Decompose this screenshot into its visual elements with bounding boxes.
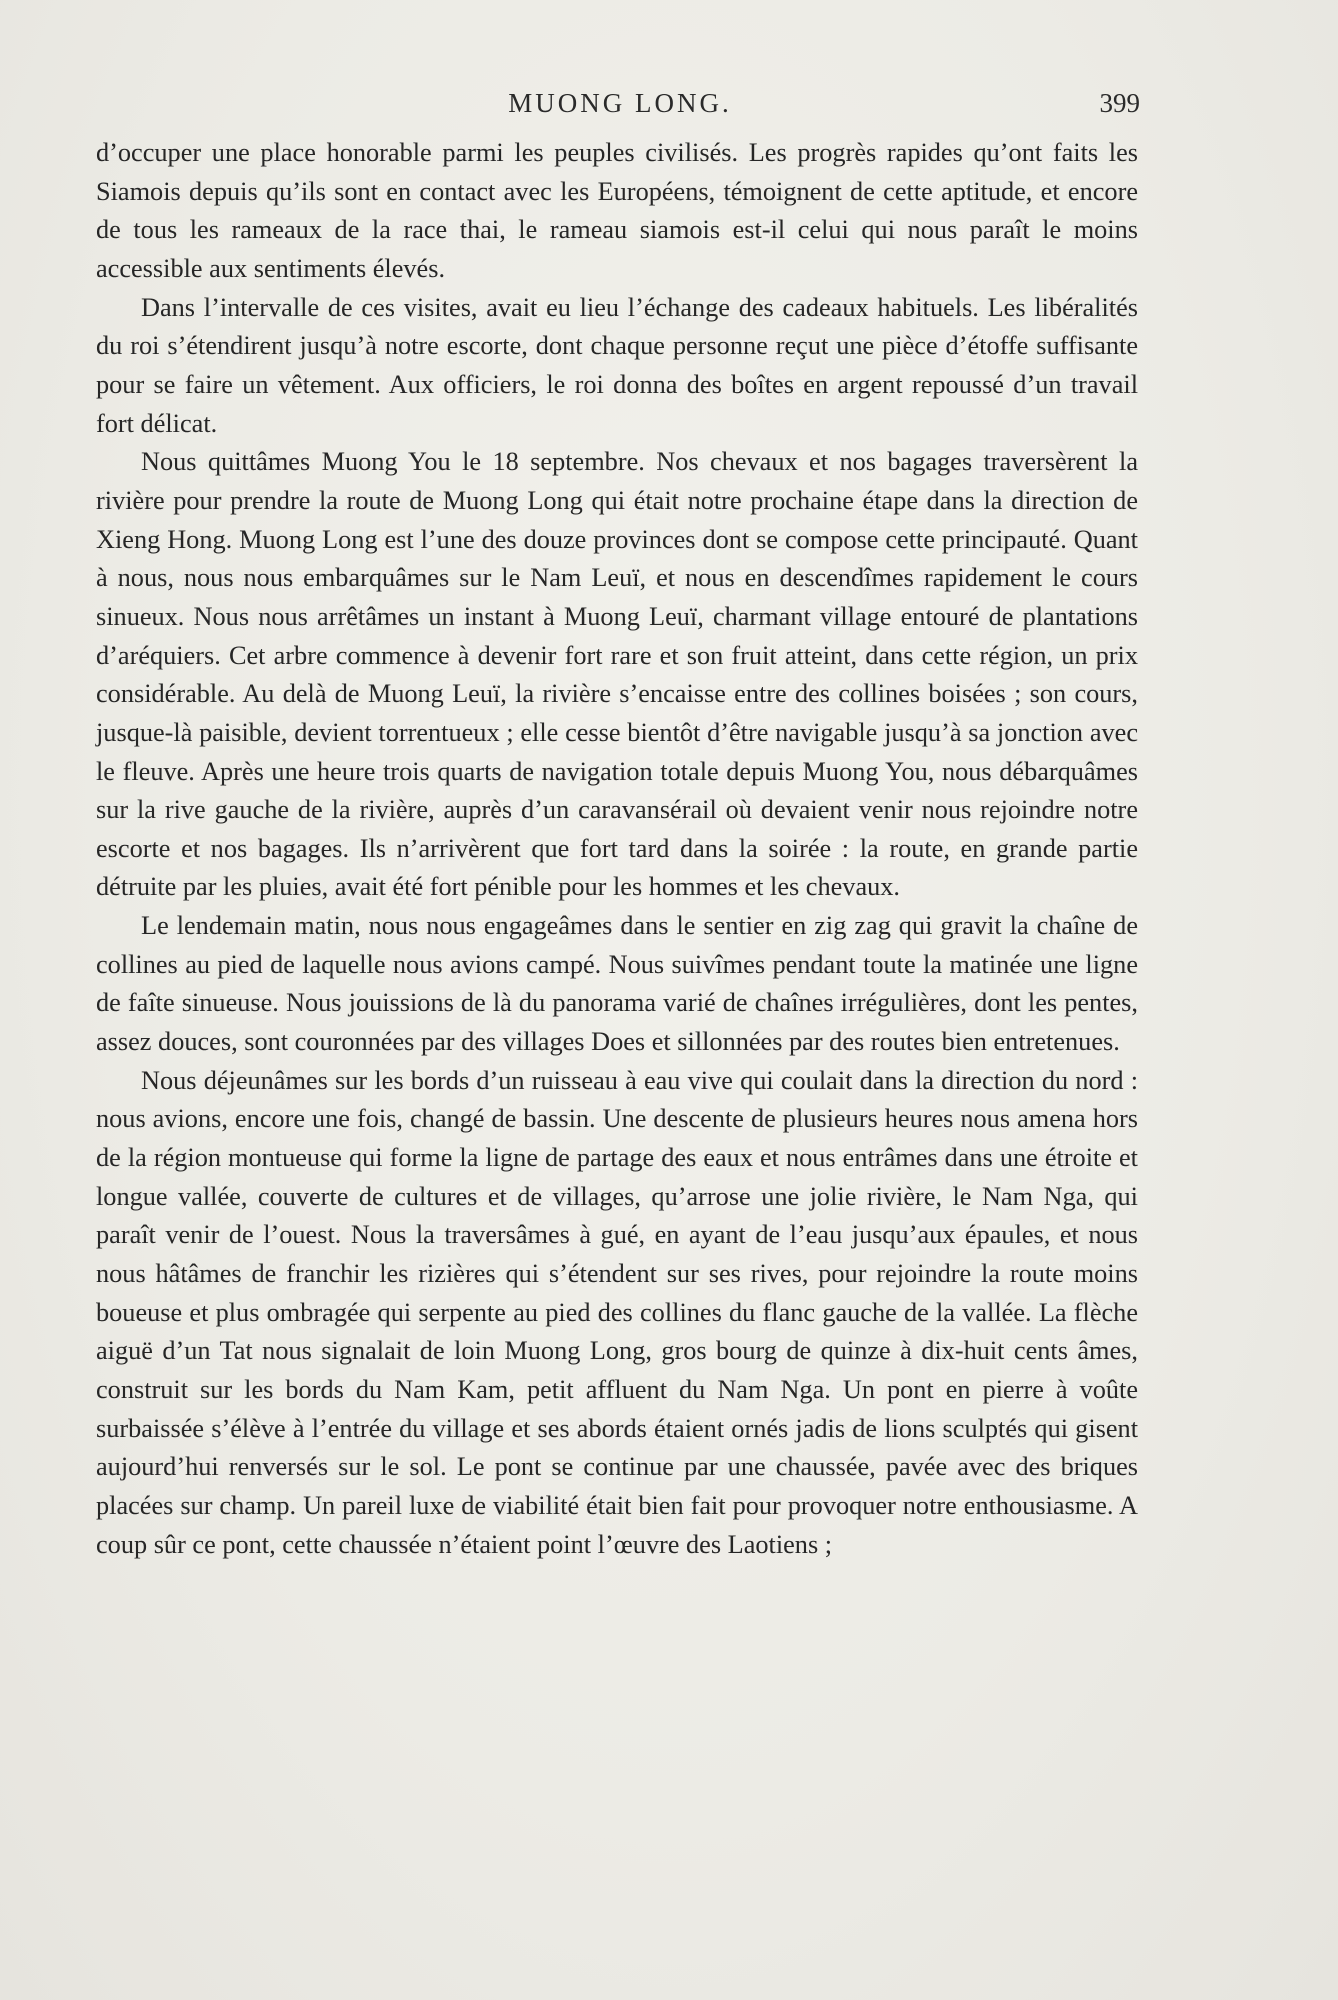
page-header: [100, 88, 1140, 128]
body-text: [96, 134, 1138, 1564]
paragraph-gifts: Dans l’intervalle de ces visites, avait eu lieu l’échange des cadeaux habituels. Les libéralités du roi s’étendirent jusqu’à notre escorte, dont chaque personne reçut une pièce d’étoffe suffisante pour se faire un vêtement. Aux officiers, le roi donna des boîtes en argent repoussé d’un travail fort délicat.: [96, 292, 1138, 438]
page-number: 399: [1099, 88, 1140, 118]
running-title: MUONG LONG.: [508, 88, 732, 118]
paragraph-muong-long: Nous déjeunâmes sur les bords d’un ruisseau à eau vive qui coulait dans la direction du nord : nous avions, encore une fois, changé de bassin. Une descente de plusieurs heures nous amena hors de la région montueuse qui forme la ligne de partage des eaux et nous entrâmes dans une étroite et longue vallée, couverte de cultures et de villages, qu’arrose une jolie rivière, le Nam Nga, qui paraît venir de l’ouest. Nous la traversâmes à gué, en ayant de l’eau jusqu’aux épaules, et nous nous hâtâmes de franchir les rizières qui s’étendent sur ses rives, pour rejoindre la route moins boueuse et plus ombragée qui serpente au pied des collines du flanc gauche de la vallée. La flèche aiguë d’un Tat nous signalait de loin Muong Long, gros bourg de quinze à dix-huit cents âmes, construit sur les bords du Nam Kam, petit affluent du Nam Nga. Un pont en pierre à voûte surbaissée s’élève à l’entrée du village et ses abords étaient ornés jadis de lions sculptés qui gisent aujourd’hui renversés sur le sol. Le pont se continue par une chaussée, pavée avec des briques placées sur champ. Un pareil luxe de viabilité était bien fait pour provoquer notre enthousiasme. A coup sûr ce pont, cette chaussée n’étaient point l’œuvre des Laotiens ;: [96, 1065, 1138, 1559]
paragraph-continued: d’occuper une place honorable parmi les peuples civilisés. Les progrès rapides qu’ont faits les Siamois depuis qu’ils sont en contact avec les Européens, témoignent de cette aptitude, et encore de tous les rameaux de la race thai, le rameau siamois est-il celui qui nous paraît le moins accessible aux sentiments élevés.: [96, 138, 1138, 283]
paragraph-departure: Nous quittâmes Muong You le 18 septembre. Nos chevaux et nos bagages traversèrent la rivière pour prendre la route de Muong Long qui était notre prochaine étape dans la direction de Xieng Hong. Muong Long est l’une des douze provinces dont se compose cette principauté. Quant à nous, nous nous embarquâmes sur le Nam Leuï, et nous en descendîmes rapidement le cours sinueux. Nous nous arrêtâmes un instant à Muong Leuï, charmant village entouré de plantations d’aréquiers. Cet arbre commence à devenir fort rare et son fruit atteint, dans cette région, un prix considérable. Au delà de Muong Leuï, la rivière s’encaisse entre des collines boisées ; son cours, jusque-là paisible, devient torrentueux ; elle cesse bientôt d’être navigable jusqu’à sa jonction avec le fleuve. Après une heure trois quarts de navigation totale depuis Muong You, nous débarquâmes sur la rive gauche de la rivière, auprès d’un caravansérail où devaient venir nous rejoindre notre escorte et nos bagages. Ils n’arrivèrent que fort tard dans la soirée : la route, en grande partie détruite par les pluies, avait été fort pénible pour les hommes et les chevaux.: [96, 447, 1138, 902]
paragraph-next-morning: Le lendemain matin, nous nous engageâmes dans le sentier en zig zag qui gravit la chaîne de collines au pied de laquelle nous avions campé. Nous suivîmes pendant toute la matinée une ligne de faîte sinueuse. Nous jouissions de là du panorama varié de chaînes irrégulières, dont les pentes, assez douces, sont couronnées par des villages Does et sillonnées par des routes bien entretenues.: [96, 911, 1138, 1057]
